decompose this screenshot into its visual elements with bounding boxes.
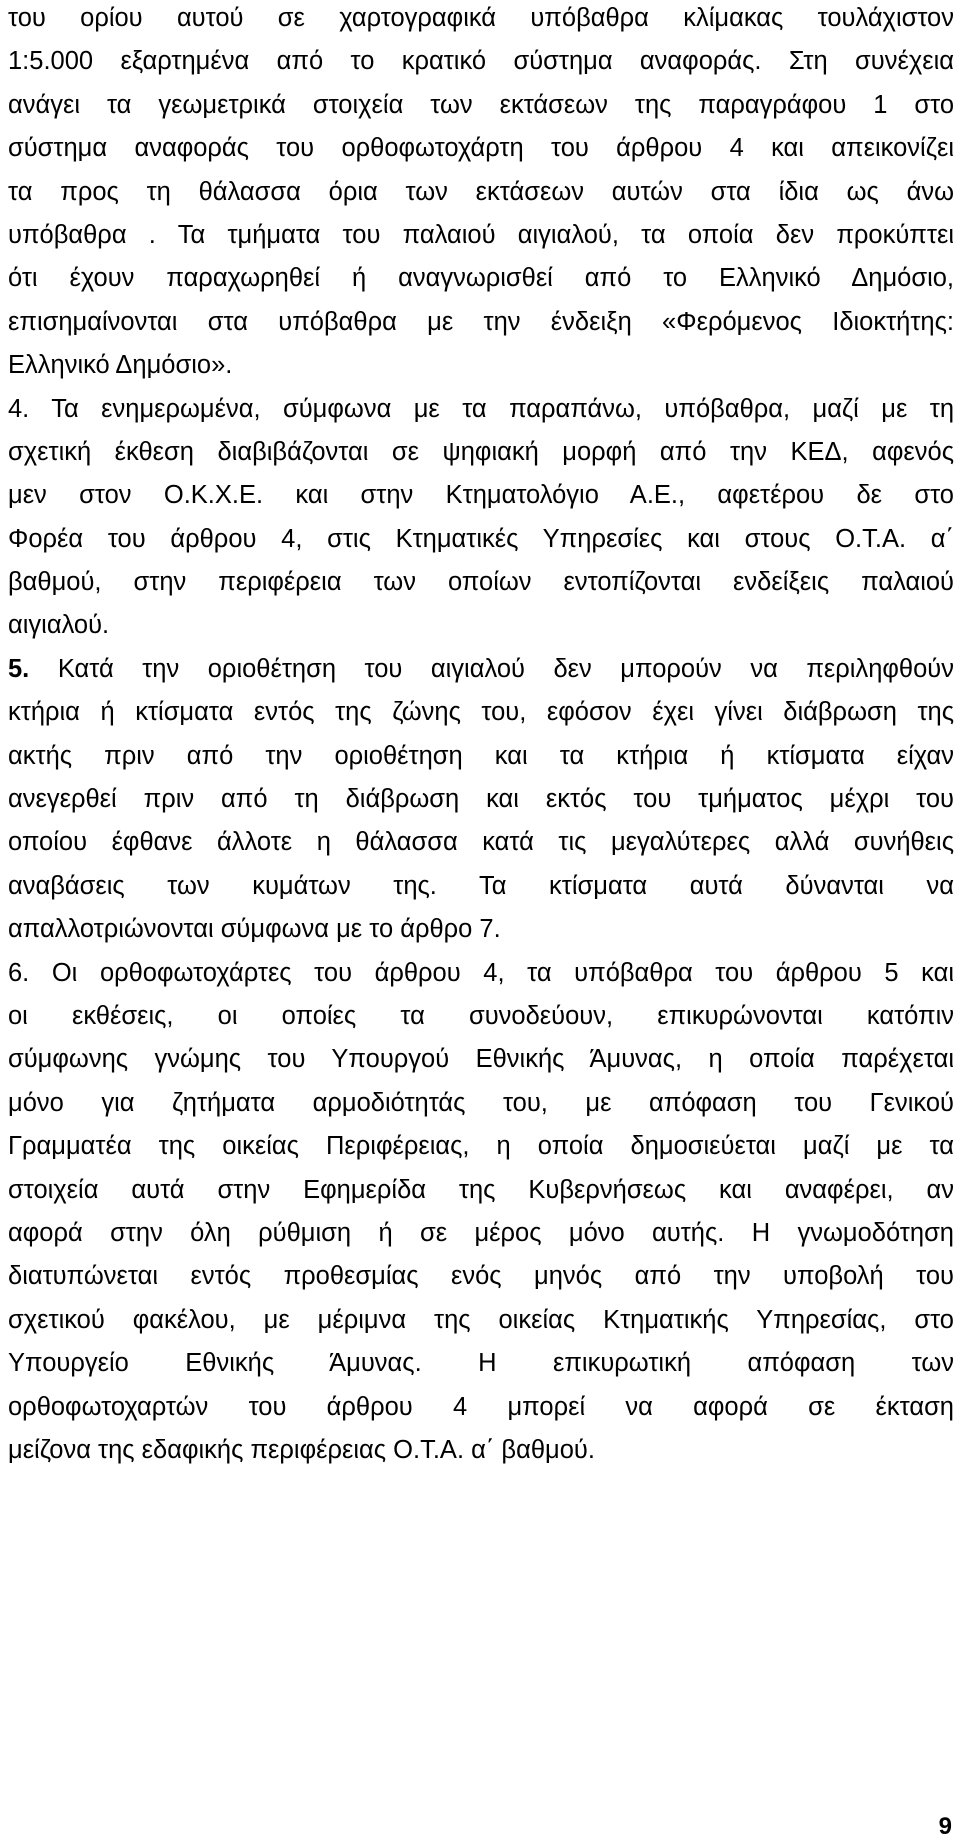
text-line: βαθμού, στην περιφέρεια των οποίων εντοπίζονται ενδείξεις παλαιού: [8, 568, 954, 597]
text-line: αιγιαλού.: [8, 611, 110, 640]
text-line: μεν στον Ο.Κ.Χ.Ε. και στην Κτηματολόγιο Α.Ε., αφετέρου δε στο: [8, 481, 954, 510]
text-line: ανεγερθεί πριν από τη διάβρωση και εκτός του τμήματος μέχρι του: [8, 785, 954, 814]
text-line: σύμφωνης γνώμης του Υπουργού Εθνικής Άμυνας, η οποία παρέχεται: [8, 1045, 954, 1074]
text-line: διατυπώνεται εντός προθεσμίας ενός μηνός από την υποβολή του: [8, 1262, 954, 1291]
text-line: αναβάσεις των κυμάτων της. Τα κτίσματα αυτά δύνανται να: [8, 871, 954, 900]
text-line: μόνο για ζητήματα αρμοδιότητάς του, με απόφαση του Γενικού: [8, 1088, 954, 1117]
text-line: αφορά στην όλη ρύθμιση ή σε μέρος μόνο αυτής. Η γνωμοδότηση: [8, 1218, 954, 1247]
text-line: Υπουργείο Εθνικής Άμυνας. Η επικυρωτική απόφαση των: [8, 1349, 954, 1378]
text-line: τα προς τη θάλασσα όρια των εκτάσεων αυτών στα ίδια ως άνω: [8, 177, 954, 206]
text-line: 6. Οι ορθοφωτοχάρτες του άρθρου 4, τα υπόβαθρα του άρθρου 5 και: [8, 958, 954, 987]
text-line: μείζονα της εδαφικής περιφέρειας Ο.Τ.Α. α΄ βαθμού.: [8, 1435, 595, 1464]
text-line: επισημαίνονται στα υπόβαθρα με την ένδειξη «Φερόμενος Ιδιοκτήτης:: [8, 307, 954, 336]
document-body: [8, 0, 954, 1472]
text-line: οποίου έφθανε άλλοτε η θάλασσα κατά τις μεγαλύτερες αλλά συνήθεις: [8, 828, 954, 857]
text-line: Γραμματέα της οικείας Περιφέρειας, η οποία δημοσιεύεται μαζί με τα: [8, 1132, 954, 1161]
text-line: Ελληνικό Δημόσιο».: [8, 351, 233, 380]
text-line: ορθοφωτοχαρτών του άρθρου 4 μπορεί να αφορά σε έκταση: [8, 1392, 954, 1421]
text-line: Κατά την οριοθέτηση του αιγιαλού δεν μπορούν να περιληφθούν: [57, 654, 954, 683]
text-line: σχετική έκθεση διαβιβάζονται σε ψηφιακή μορφή από την ΚΕΔ, αφενός: [8, 437, 954, 466]
text-line: ότι έχουν παραχωρηθεί ή αναγνωρισθεί από το Ελληνικό Δημόσιο,: [8, 264, 954, 293]
text-line: στοιχεία αυτά στην Εφημερίδα της Κυβερνήσεως και αναφέρει, αν: [8, 1175, 954, 1204]
text-line: 1:5.000 εξαρτημένα από το κρατικό σύστημα αναφοράς. Στη συνέχεια: [8, 47, 954, 76]
text-line: οι εκθέσεις, οι οποίες τα συνοδεύουν, επικυρώνονται κατόπιν: [8, 1001, 954, 1030]
page-number: 9: [938, 1813, 952, 1840]
text-line: υπόβαθρα . Τα τμήματα του παλαιού αιγιαλού, τα οποία δεν προκύπτει: [8, 220, 954, 249]
text-line: του ορίου αυτού σε χαρτογραφικά υπόβαθρα κλίμακας τουλάχιστον: [8, 4, 954, 32]
text-line: ακτής πριν από την οριοθέτηση και τα κτήρια ή κτίσματα είχαν: [8, 741, 954, 770]
paragraph-number: 5.: [8, 654, 30, 683]
text-line: 4. Τα ενημερωμένα, σύμφωνα με τα παραπάνω, υπόβαθρα, μαζί με τη: [8, 394, 954, 423]
paragraph-5-first-line: [8, 648, 954, 691]
text-line: Φορέα του άρθρου 4, στις Κτηματικές Υπηρεσίες και στους Ο.Τ.Α. α΄: [8, 524, 954, 553]
text-line: σύστημα αναφοράς του ορθοφωτοχάρτη του άρθρου 4 και απεικονίζει: [8, 134, 954, 163]
text-line: σχετικού φακέλου, με μέριμνα της οικείας Κτηματικής Υπηρεσίας, στο: [8, 1305, 954, 1334]
text-line: απαλλοτριώνονται σύμφωνα με το άρθρο 7.: [8, 915, 501, 944]
text-line: ανάγει τα γεωμετρικά στοιχεία των εκτάσεων της παραγράφου 1 στο: [8, 90, 954, 119]
text-line: κτήρια ή κτίσματα εντός της ζώνης του, εφόσον έχει γίνει διάβρωση της: [8, 698, 954, 727]
